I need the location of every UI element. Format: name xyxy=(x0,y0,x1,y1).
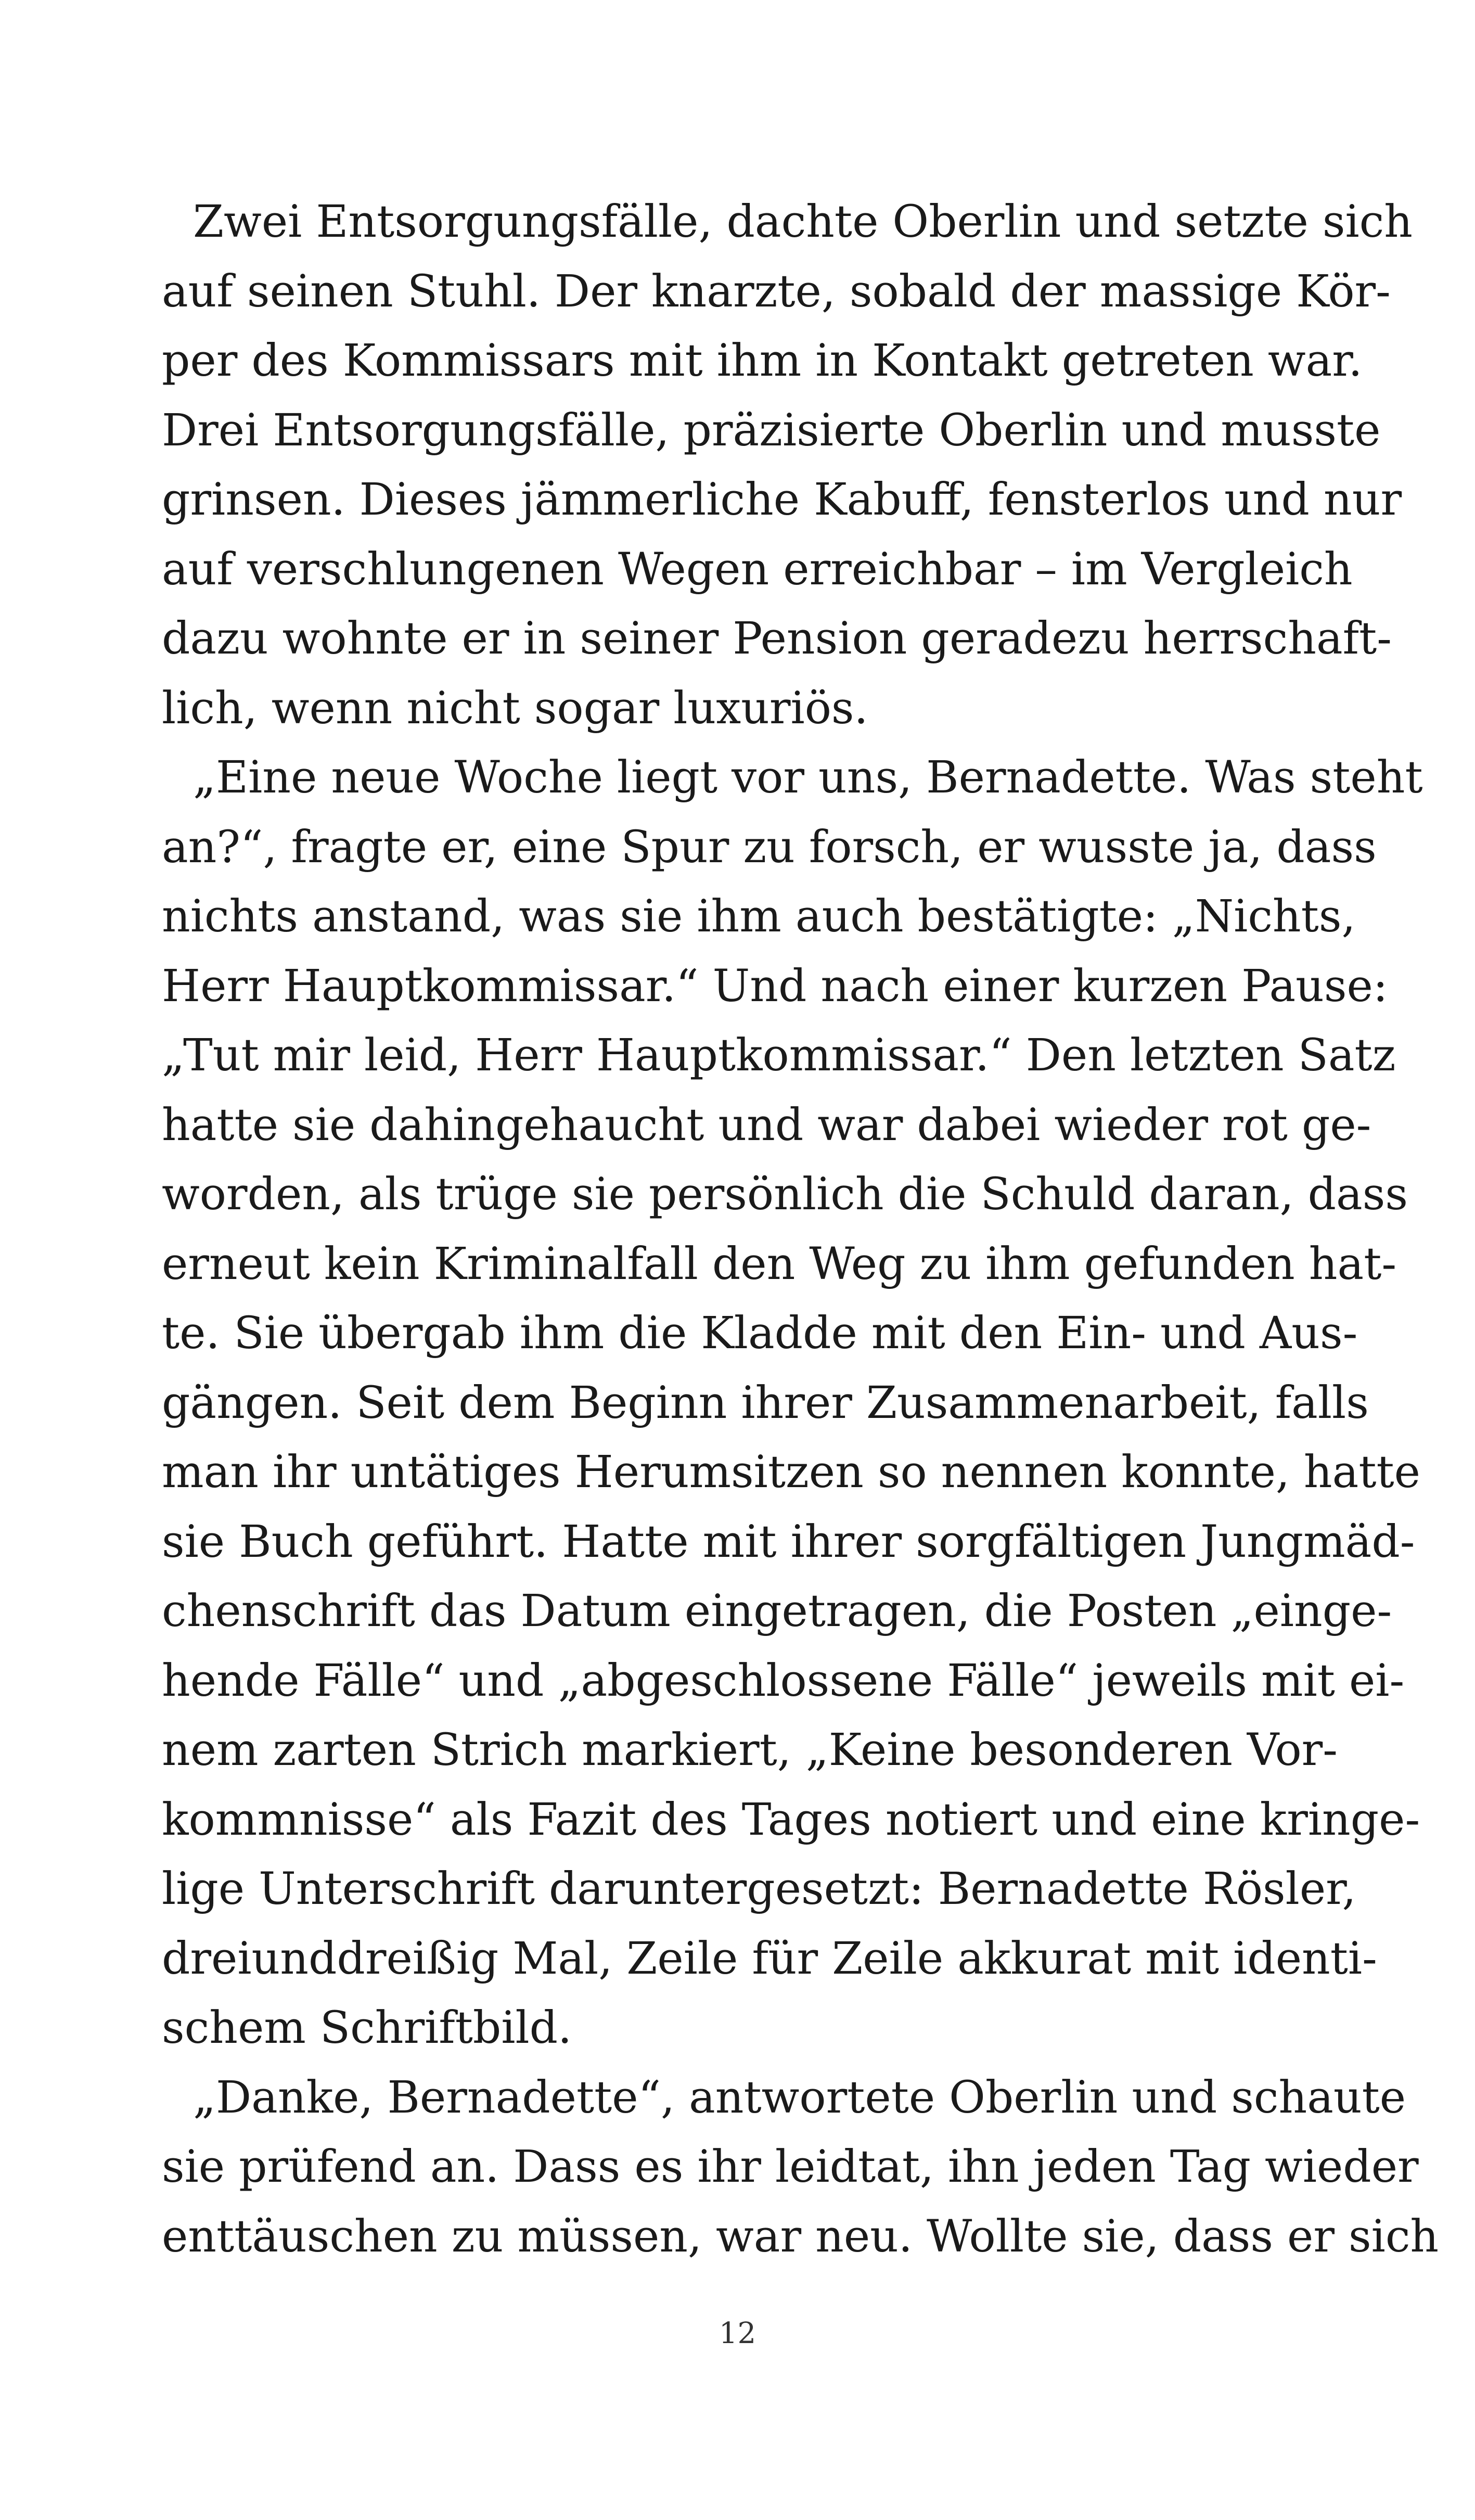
text-line: auf seinen Stuhl. Der knarzte, sobald der massige Kör- xyxy=(162,265,1391,317)
text-line: Zwei Entsorgungsfälle, dachte Oberlin und setzte sich xyxy=(193,196,1413,248)
text-line: lich, wenn nicht sogar luxuriös. xyxy=(162,682,868,734)
text-line: per des Kommissars mit ihm in Kontakt getreten war. xyxy=(162,335,1363,387)
text-line: chenschrift das Datum eingetragen, die Posten „einge- xyxy=(162,1585,1392,1637)
text-line: nem zarten Strich markiert, „Keine besonderen Vor- xyxy=(162,1724,1338,1776)
text-line: Herr Hauptkommissar.“ Und nach einer kurzen Pause: xyxy=(162,960,1388,1012)
text-line: lige Unterschrift daruntergesetzt: Bernadette Rösler, xyxy=(162,1863,1356,1915)
text-line: man ihr untätiges Herumsitzen so nennen konnte, hatte xyxy=(162,1447,1420,1498)
text-line: te. Sie übergab ihm die Kladde mit den Ein- und Aus- xyxy=(162,1308,1358,1359)
body-text xyxy=(162,187,1439,2271)
text-line: grinsen. Dieses jämmerliche Kabuff, fensterlos und nur xyxy=(162,474,1402,526)
text-line: dreiunddreißig Mal, Zeile für Zeile akkurat mit identi- xyxy=(162,1933,1377,1985)
text-line: hende Fälle“ und „abgeschlossene Fälle“ jeweils mit ei- xyxy=(162,1655,1405,1707)
text-line: sie prüfend an. Dass es ihr leidtat, ihn jeden Tag wieder xyxy=(162,2141,1419,2193)
text-line: auf verschlungenen Wegen erreichbar – im Vergleich xyxy=(162,543,1353,595)
text-line: Drei Entsorgungsfälle, präzisierte Oberlin und musste xyxy=(162,404,1381,456)
text-line: „Danke, Bernadette“, antwortete Oberlin und schaute xyxy=(193,2071,1406,2124)
text-line: worden, als trüge sie persönlich die Schuld daran, dass xyxy=(162,1169,1408,1220)
page-number: 12 xyxy=(719,2317,756,2350)
text-line: „Eine neue Woche liegt vor uns, Bernadette. Was steht xyxy=(193,752,1423,803)
text-line: hatte sie dahingehaucht und war dabei wieder rot ge- xyxy=(162,1099,1371,1151)
text-line: „Tut mir leid, Herr Hauptkommissar.“ Den letzten Satz xyxy=(162,1030,1396,1081)
text-line: erneut kein Kriminalfall den Weg zu ihm gefunden hat- xyxy=(162,1238,1397,1290)
text-line: an?“, fragte er, eine Spur zu forsch, er wusste ja, dass xyxy=(162,821,1377,873)
text-line: enttäuschen zu müssen, war neu. Wollte sie, dass er sich xyxy=(162,2210,1439,2262)
text-line: sie Buch geführt. Hatte mit ihrer sorgfältigen Jungmäd- xyxy=(162,1516,1415,1568)
text-line: kommnisse“ als Fazit des Tages notiert und eine kringe- xyxy=(162,1794,1420,1846)
text-line: nichts anstand, was sie ihm auch bestätigte: „Nichts, xyxy=(162,891,1356,942)
text-line: schem Schriftbild. xyxy=(162,2002,572,2054)
text-line: dazu wohnte er in seiner Pension geradezu herrschaft- xyxy=(162,613,1392,664)
text-line: gängen. Seit dem Beginn ihrer Zusammenarbeit, falls xyxy=(162,1377,1369,1429)
